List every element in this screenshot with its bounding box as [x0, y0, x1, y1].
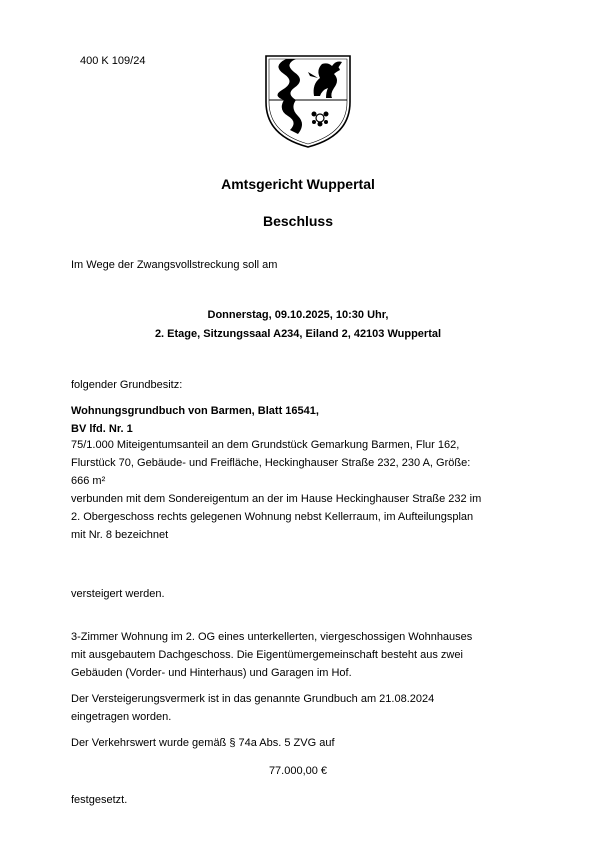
court-name: Amtsgericht Wuppertal — [221, 176, 375, 192]
coat-of-arms-icon — [258, 50, 358, 150]
registration-line: eingetragen worden. — [71, 711, 172, 723]
market-value: 77.000,00 € — [268, 765, 328, 777]
intro-text: Im Wege der Zwangsvollstreckung soll am — [71, 259, 278, 271]
registration-line: Der Versteigerungsvermerk ist in das genannte Grundbuch am 21.08.2024 — [71, 693, 435, 705]
value-intro: Der Verkehrswert wurde gemäß § 74a Abs. 5 ZVG auf — [71, 737, 335, 749]
description-line: verbunden mit dem Sondereigentum an der im Hause Heckinghauser Straße 232 im — [71, 493, 482, 505]
case-number: 400 K 109/24 — [80, 55, 146, 67]
info-line: mit ausgebautem Dachgeschoss. Die Eigentümergemeinschaft besteht aus zwei — [71, 649, 463, 661]
bv-number: BV lfd. Nr. 1 — [71, 423, 133, 435]
registration-note — [71, 690, 541, 726]
document-type: Beschluss — [262, 213, 334, 229]
description-line: 2. Obergeschoss rechts gelegenen Wohnung nebst Kellerraum, im Aufteilungsplan — [71, 511, 474, 523]
fixed-text: festgesetzt. — [71, 794, 128, 806]
description-line: 666 m² — [71, 475, 106, 487]
property-info — [71, 628, 541, 682]
info-line: 3-Zimmer Wohnung im 2. OG eines unterkellerten, viergeschossigen Wohnhauses — [71, 631, 473, 643]
description-line: Flurstück 70, Gebäude- und Freifläche, Heckinghauser Straße 232, 230 A, Größe: — [71, 457, 471, 469]
hearing-date: Donnerstag, 09.10.2025, 10:30 Uhr, — [207, 309, 389, 321]
land-register: Wohnungsgrundbuch von Barmen, Blatt 16541, — [71, 405, 319, 417]
property-intro: folgender Grundbesitz: — [71, 379, 183, 391]
info-line: Gebäuden (Vorder- und Hinterhaus) und Garagen im Hof. — [71, 667, 352, 679]
description-line: 75/1.000 Miteigentumsanteil an dem Grundstück Gemarkung Barmen, Flur 162, — [71, 439, 460, 451]
property-description — [71, 436, 541, 544]
description-line: mit Nr. 8 bezeichnet — [71, 529, 169, 541]
hearing-place: 2. Etage, Sitzungssaal A234, Eiland 2, 42103 Wuppertal — [154, 328, 442, 340]
auction-text: versteigert werden. — [71, 588, 165, 600]
